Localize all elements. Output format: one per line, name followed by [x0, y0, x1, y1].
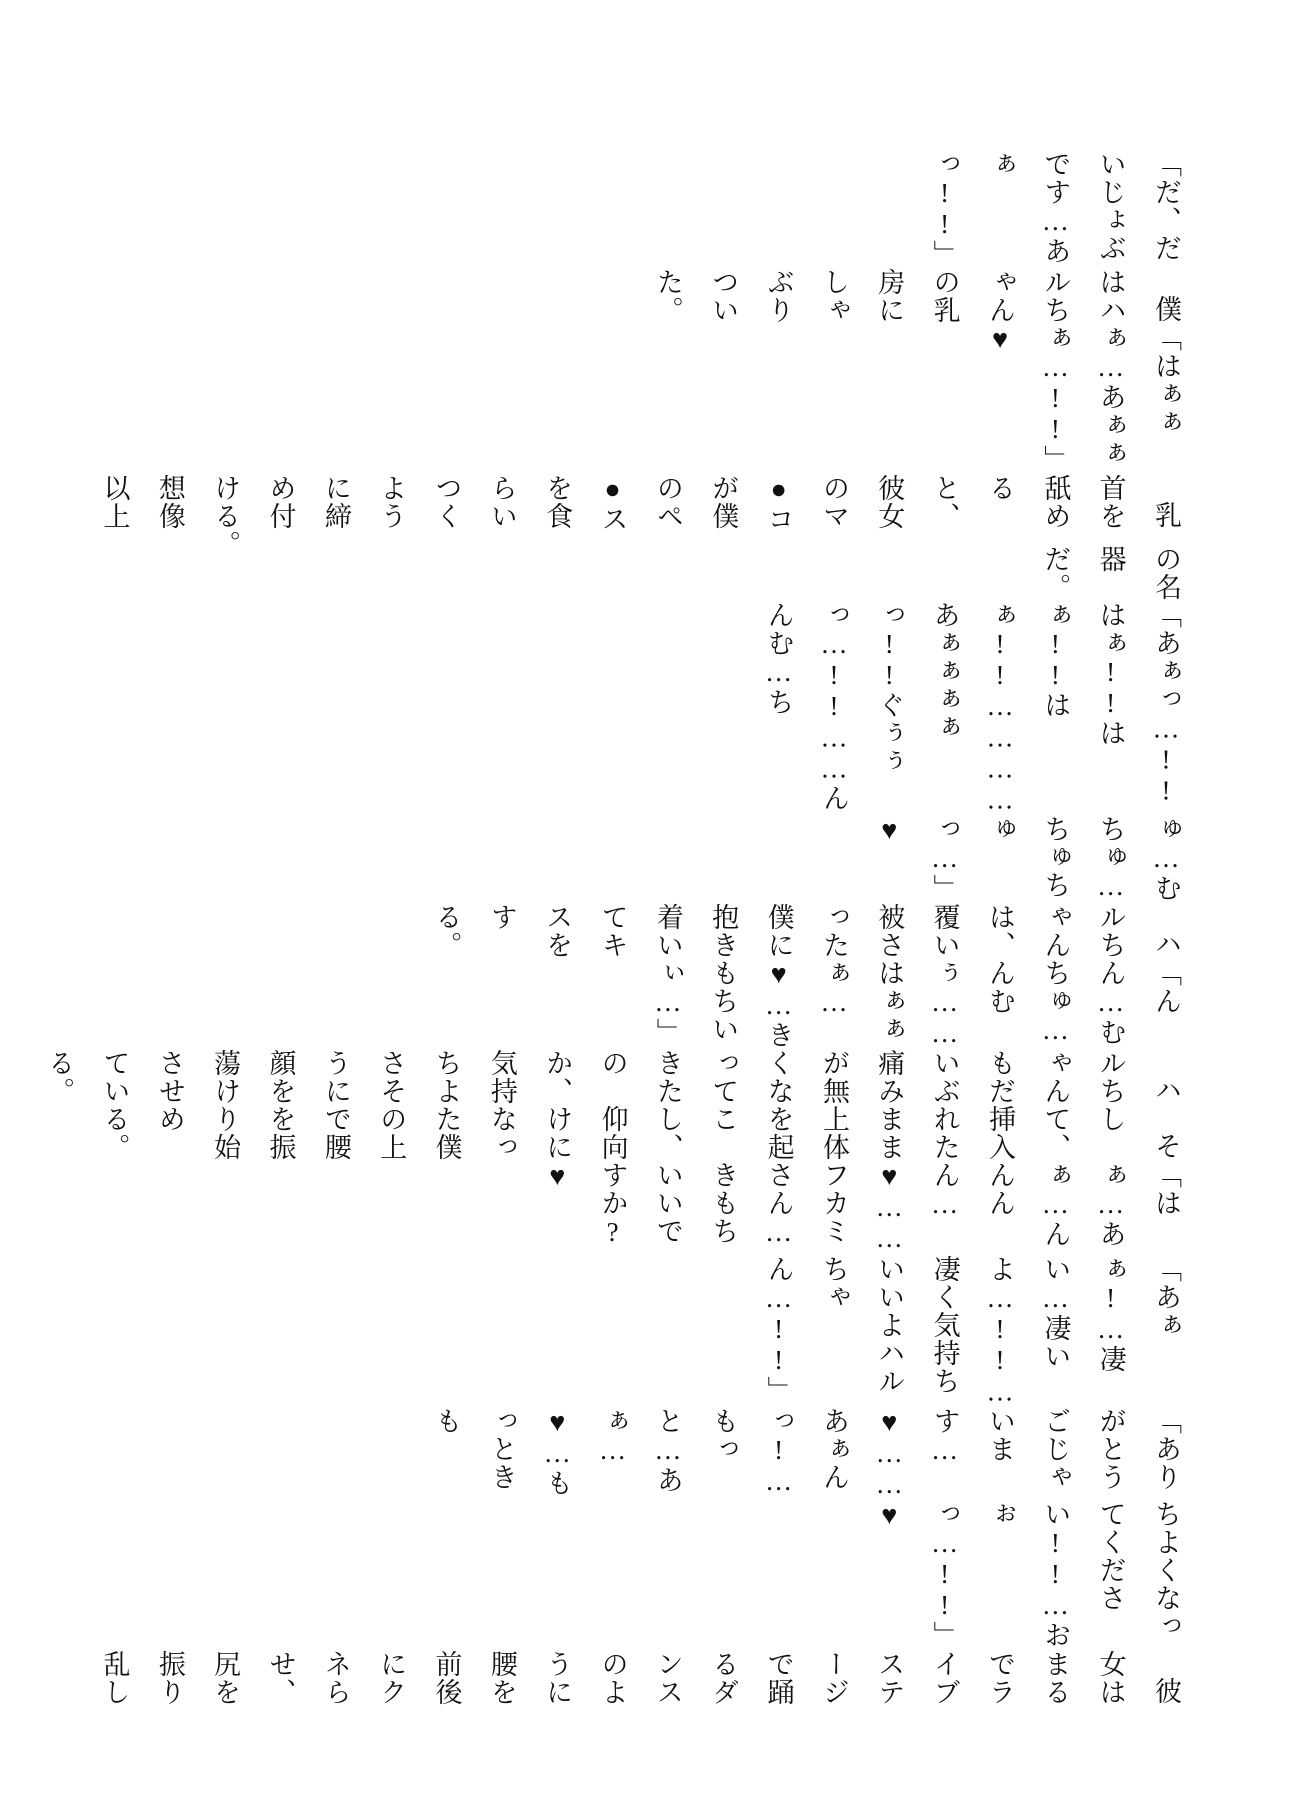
- text-line: 「んん…むちゅ…んむぅ……はぁぁぁ…♥…きもちいぃ…」: [652, 958, 1181, 1049]
- text-line: 乳首を舐めると、彼女のマ●コが僕のペ●スを食らいつくように締め付ける。 想像以上: [99, 473, 1181, 573]
- text-line: 「だ、だいじょぶです…あぁっ!!」: [929, 150, 1181, 269]
- text-line: 「あぁぁ!…凄い…凄いよ…!!…凄く気持ちいいよハルちゃん…!!」: [763, 1254, 1181, 1407]
- text-line: ゅ…むちゅ…ちゅちゅっ…」♥: [874, 815, 1181, 903]
- text-line: 「ありがとうごじゃいます…♥……あぁんっ!…もっと…あぁ…♥…もっときも: [431, 1406, 1181, 1501]
- text-line: 「はぁぁぁ…あぁぁぁ…!!」♥: [984, 324, 1181, 474]
- vertical-text-body: [44, 150, 1193, 1706]
- text-line: ちよくなってください!!…おぉっ…!!」♥: [874, 1500, 1181, 1650]
- text-line: の名器だ。: [1040, 544, 1181, 601]
- text-line: ハルちゃんは、覆い被さった僕に抱き着いてキスをする。: [431, 902, 1181, 959]
- text-line: ハルちゃんもだいぶ痛みが無くなってきたのか、気持ちよさそうに顔を蕩けさせている。: [44, 1048, 1181, 1106]
- text-line: そして、挿入れたまま上体を起こし、仰向けになった僕の上で腰を振り始める。: [99, 1105, 1181, 1162]
- text-line: 「はぁ…あぁ…んんんん…♥……フカミさん…きもちいいですか?♥: [542, 1161, 1181, 1255]
- text-line: 彼女はまるでライブステージで踊るダンスのように腰を前後にクネらせ、尻を振り乱し: [99, 1649, 1181, 1706]
- text-line: 僕はハルちゃんの乳房にしゃぶりついた。: [652, 268, 1181, 325]
- text-line: 「あぁっ…!!はぁ!!はぁ!!はぁ!!…………あぁぁぁぁっ!!ぐぅぅっ…!!……んんむ…ち: [763, 600, 1181, 816]
